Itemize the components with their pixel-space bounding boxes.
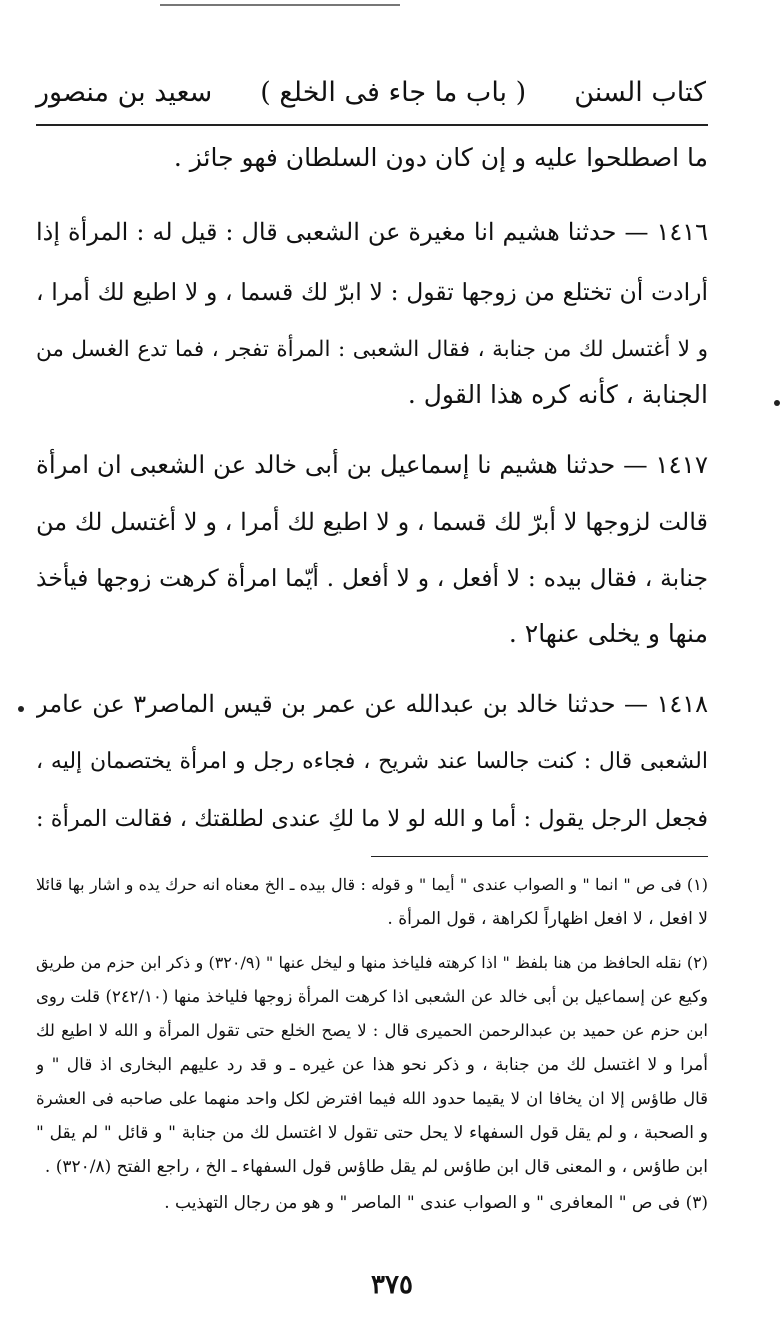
header-rule — [36, 124, 708, 126]
author-name: سعيد بن منصور — [36, 77, 213, 108]
footnote-line: قال طاؤس إلا ان يخافا ان لا يقيما حدود الله فيما افترض لكل واحد منهما على صاحبه فى العشرة — [36, 1089, 708, 1108]
body-line: الجنابة ، كأنه كره هذا القول . — [407, 380, 708, 409]
body-line: جنابة ، فقال بيده : لا أفعل ، و لا أفعل . أيّما امرأة كرهت زوجها فيأخذ — [36, 564, 708, 592]
body-line: و لا أغتسل لك من جنابة ، فقال الشعبى : المرأة تفجر ، فما تدع الغسل من — [36, 337, 708, 362]
body-line: أرادت أن تختلع من زوجها تقول : لا ابرّ لك قسما ، و لا اطيع لك أمرا ، — [36, 278, 708, 306]
footnote-line: (٢) نقله الحافظ من هنا بلفظ " اذا كرهته فلياخذ منها و ليخل عنها " (٣٢٠/٩) و ذكر ابن حزم من طريق — [36, 953, 708, 972]
chapter-title: ( باب ما جاء فى الخلع ) — [260, 77, 527, 108]
body-line: فجعل الرجل يقول : أما و الله لو لا ما لكِ عندى لطلقتك ، فقالت المرأة : — [36, 806, 708, 832]
footnote-line: (٣) فى ص " المعافرى " و الصواب عندى " الماصر " و هو من رجال التهذيب . — [164, 1193, 708, 1213]
footnote-rule — [371, 856, 708, 857]
body-line: ما اصطلحوا عليه و إن كان دون السلطان فهو جائز . — [173, 143, 708, 172]
body-line: ١٤١٦ — حدثنا هشيم انا مغيرة عن الشعبى قال : قيل له : المرأة إذا — [36, 218, 708, 246]
footnote-line: وكيع عن إسماعيل بن أبى خالد عن الشعبى اذا كرهت المرأة زوجها فلياخذ منها (٢٤٢/١٠) قلت روى — [36, 987, 708, 1006]
footnote-line: و الصحبة ، و لم يقل قول السفهاء لا يحل حتى تقول لا اغتسل لك من جنابة " و قائل " لم يقل " — [36, 1123, 708, 1143]
footnote-line: لا افعل ، لا افعل اظهاراً لكراهة ، قول المرأة . — [387, 909, 708, 929]
body-line: منها و يخلى عنها٢ . — [508, 619, 708, 648]
body-line: ١٤١٨ — حدثنا خالد بن عبدالله عن عمر بن قيس الماصر٣ عن عامر — [36, 690, 708, 718]
footnote-line: ابن طاؤس ، و المعنى قال ابن طاؤس لم يقل طاؤس قول السفهاء ـ الخ ، راجع الفتح (٣٢٠/٨) . — [44, 1157, 708, 1177]
body-line: الشعبى قال : كنت جالسا عند شريح ، فجاءه رجل و امرأة يختصمان إليه ، — [36, 749, 708, 774]
page-number: ٣٧٥ — [371, 1270, 413, 1300]
book-title: كتاب السنن — [574, 77, 706, 108]
running-header — [36, 70, 706, 116]
footnote-line: (١) فى ص " انما " و الصواب عندى " أيما " و قوله : قال بيده ـ الخ معناه انه حرك يده و اشار بها قائلا — [36, 875, 708, 894]
body-line: ١٤١٧ — حدثنا هشيم نا إسماعيل بن أبى خالد عن الشعبى ان امرأة — [36, 450, 708, 479]
footnote-line: أمرا و لا اغتسل لك من جنابة ، و ذكر نحو هذا عن غيره ـ و قد رد عليهم البخارى اذ قال " و — [36, 1055, 708, 1075]
top-edge-rule — [160, 4, 400, 6]
body-line: قالت لزوجها لا أبرّ لك قسما ، و لا اطيع لك أمرا ، و لا أغتسل لك من — [36, 508, 708, 536]
footnote-line: ابن حزم عن حميد بن عبدالرحمن الحميرى قال : لا يصح الخلع حتى تقول المرأة و الله لا اطيع لك — [36, 1021, 708, 1040]
margin-dot — [18, 706, 24, 712]
margin-dot — [774, 400, 780, 406]
